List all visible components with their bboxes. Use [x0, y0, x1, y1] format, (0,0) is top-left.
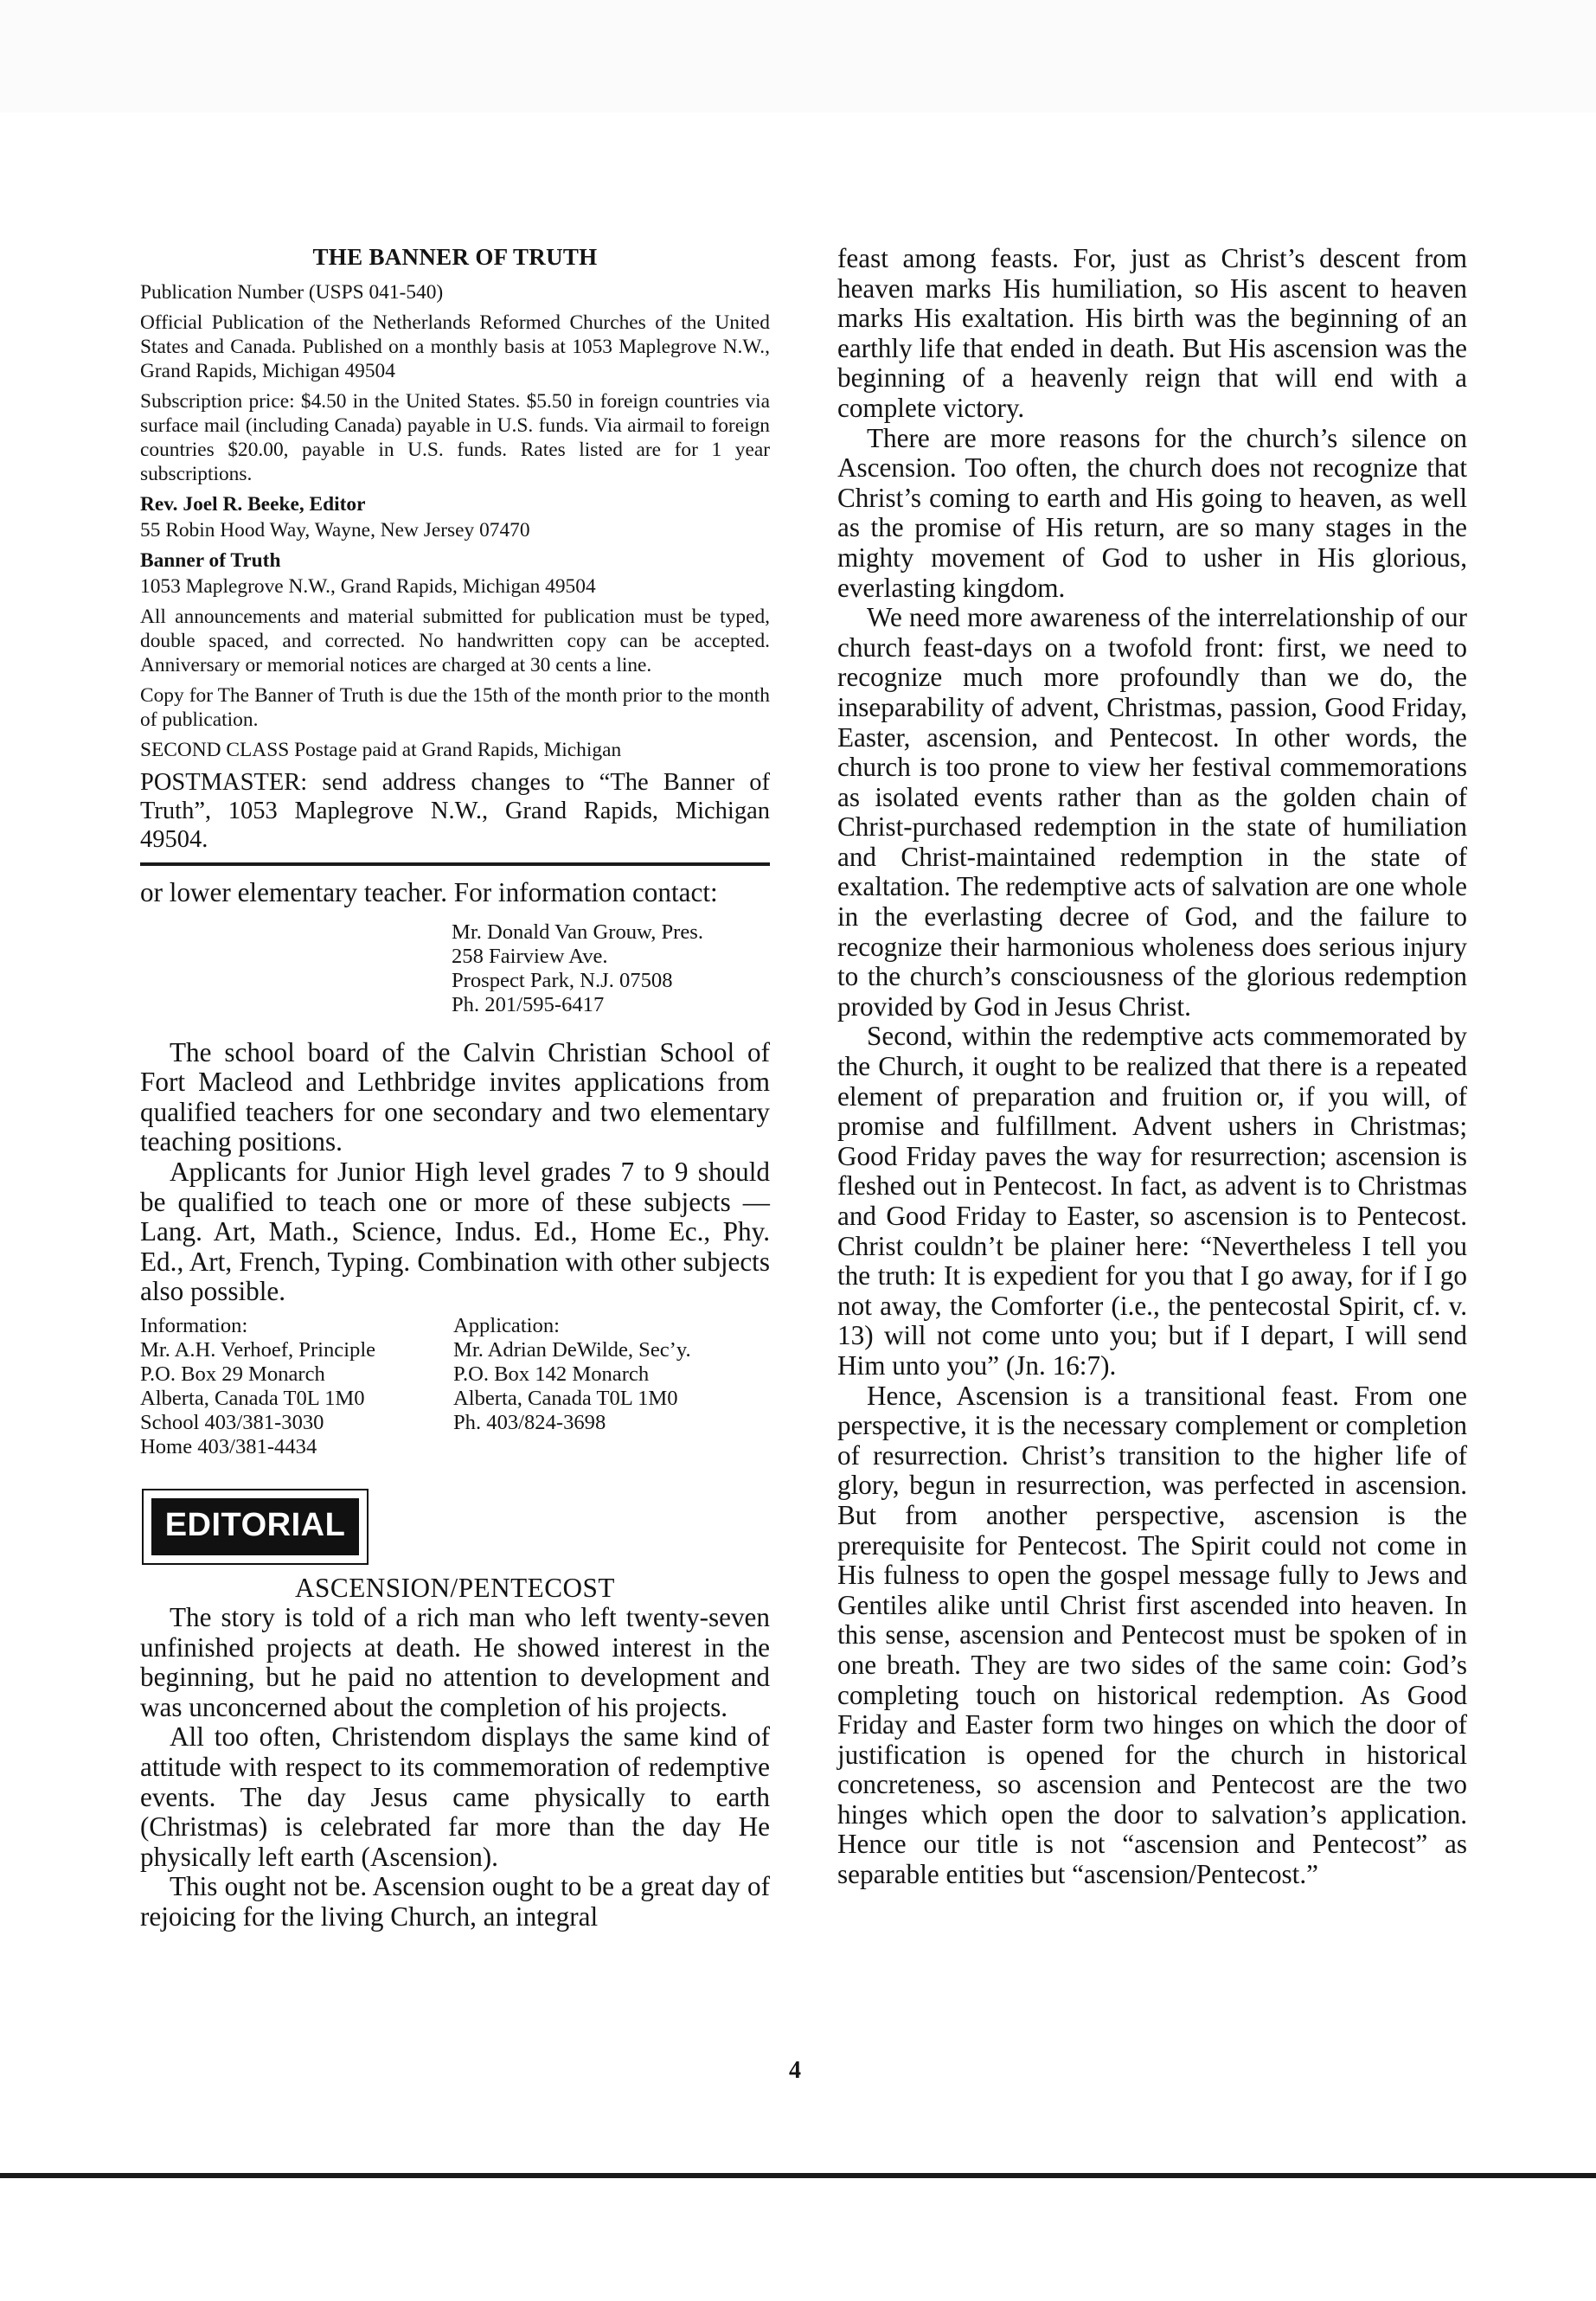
masthead — [140, 244, 770, 854]
scan-bottom-edge — [0, 2173, 1596, 2178]
ad1-contact — [452, 920, 770, 1017]
postmaster-notice: POSTMASTER: send address changes to “The Banner of Truth”, 1053 Maplegrove N.W., Grand Rapids, Michigan 49504. — [140, 769, 770, 853]
info-line: School 403/381-3030 — [140, 1410, 324, 1434]
contact-line: Prospect Park, N.J. 07508 — [452, 968, 673, 992]
publication-number: Publication Number (USPS 041-540) — [140, 281, 444, 304]
editorial-paragraph: The story is told of a rich man who left twenty-seven unfinished projects at death. He showed interest in the beginning, but he paid no attention to development and was unconcerned about the completion of his projects. — [140, 1601, 770, 1722]
app-line: Ph. 403/824-3698 — [453, 1410, 606, 1434]
editor-name: Rev. Joel R. Beeke, Editor — [140, 493, 366, 516]
info-line: Home 403/381-4434 — [140, 1434, 317, 1458]
masthead-divider — [140, 862, 770, 866]
masthead-title: THE BANNER OF TRUTH — [312, 244, 598, 270]
editorial-paragraph: We need more awareness of the interrelationship of our church feast-days on a twofold front: first, we need to recognize much more profoundly than we do, the inseparability of advent, Christmas, passion, Good Friday, Easter, ascension, and Pentecost. In other words, the church is too prone to view her festival commemorations as isolated events rather than as the golden chain of Christ-purchased redemption in the state of humiliation and Christ-maintained redemption in the state of exaltation. The redemptive acts of salvation are one whole in the everlasting decree of God, and the failure to recognize their harmonious wholeness does serious injury to the church’s consciousness of the glorious redemption provided by God in Jesus Christ. — [837, 602, 1467, 1022]
subscription-price: Subscription price: $4.50 in the United States. $5.50 in foreign countries via surface mail (including Canada) payable in U.S. funds. Via airmail to foreign countries $20.00, payable in U.S. funds. Rates listed are for 1 year subscriptions. — [140, 390, 770, 485]
copy-due-notice: Copy for The Banner of Truth is due the 15th of the month prior to the month of publication. — [140, 684, 770, 731]
announcements-notice: All announcements and material submitted for publication must be typed, double spaced, and corrected. No handwritten copy can be accepted. Anniversary or memorial notices are charged at 30 cents a line. — [140, 606, 770, 676]
editorial-badge — [142, 1489, 369, 1565]
right-column — [837, 244, 1467, 1890]
app-label: Application: — [453, 1313, 560, 1337]
ad1-text: or lower elementary teacher. For information contact: — [140, 877, 718, 907]
editor-address: 55 Robin Hood Way, Wayne, New Jersey 07470 — [140, 519, 530, 542]
office-address: 1053 Maplegrove N.W., Grand Rapids, Michigan 49504 — [140, 575, 596, 598]
page-number: 4 — [789, 2057, 801, 2084]
app-line: Alberta, Canada T0L 1M0 — [453, 1386, 678, 1410]
editorial-paragraph: There are more reasons for the church’s silence on Ascension. Too often, the church does not recognize that Christ’s coming to earth and His going to heaven, as well as the promise of His return, are so many stages in the mighty movement of God to usher in His glorious, everlasting kingdom. — [837, 422, 1467, 603]
app-line: Mr. Adrian DeWilde, Sec’y. — [453, 1337, 691, 1362]
editorial-paragraph: This ought not be. Ascension ought to be a great day of rejoicing for the living Church, an integral — [140, 1871, 770, 1932]
official-publication: Official Publication of the Netherlands Reformed Churches of the United States and Canada. Published on a monthly basis at 1053 Maplegrove N.W., Grand Rapids, Michigan 49504 — [140, 311, 770, 382]
editorial-paragraph: All too often, Christendom displays the same kind of attitude with respect to its commemoration of redemptive events. The day Jesus came physically to earth (Christmas) is celebrated far more than the day He physically left earth (Ascension). — [140, 1721, 770, 1872]
office-name: Banner of Truth — [140, 549, 281, 572]
editorial-badge-label: EDITORIAL — [151, 1498, 359, 1555]
ad2-addresses — [140, 1314, 770, 1459]
editorial-heading: ASCENSION/PENTECOST — [295, 1572, 615, 1603]
editorial-paragraph: Hence, Ascension is a transitional feast. From one perspective, it is the necessary complement or completion of resurrection. Christ’s transition to the higher life of glory, begun in resurrection, was perfected in ascension. But from another perspective, ascension is the prerequisite for Pentecost. The Spirit could not come in His fulness to open the gospel message fully to Jews and Gentiles alike until Christ first ascended into heaven. In this sense, ascension and Pentecost must be spoken of in one breath. They are two sides of the same coin: God’s completing touch on historical redemption. As Good Friday and Easter form two hinges on which the door of justification is opened for the church in historical concreteness, so ascension and Pentecost are the two hinges which open the door to salvation’s application. Hence our title is not “ascension and Pentecost” as separable entities but “ascension/Pentecost.” — [837, 1380, 1467, 1890]
left-column — [140, 244, 770, 1932]
info-line: Mr. A.H. Verhoef, Principle — [140, 1337, 376, 1362]
info-label: Information: — [140, 1313, 248, 1337]
second-class-notice: SECOND CLASS Postage paid at Grand Rapids, Michigan — [140, 739, 622, 761]
editorial-paragraph: feast among feasts. For, just as Christ’s descent from heaven marks His humiliation, so His ascent to heaven marks His exaltation. His birth was the beginning of an earthly life that ended in death. But His ascension was the beginning of a heavenly reign that will end with a complete victory. — [837, 243, 1467, 423]
contact-line: Mr. Donald Van Grouw, Pres. — [452, 920, 704, 944]
info-line: Alberta, Canada T0L 1M0 — [140, 1386, 365, 1410]
scan-top-margin — [0, 0, 1596, 112]
ad2-paragraph-1: The school board of the Calvin Christian School of Fort Macleod and Lethbridge invites applications from qualified teachers for one secondary and two elementary teaching positions. — [140, 1036, 770, 1157]
app-line: P.O. Box 142 Monarch — [453, 1362, 650, 1386]
contact-line: 258 Fairview Ave. — [452, 944, 608, 968]
info-line: P.O. Box 29 Monarch — [140, 1362, 325, 1386]
contact-line: Ph. 201/595-6417 — [452, 992, 605, 1016]
ad2-paragraph-2: Applicants for Junior High level grades 7 to 9 should be qualified to teach one or more of these subjects — Lang. Art, Math., Science, Indus. Ed., Home Ec., Phy. Ed., Art, French, Typing. Combination with other subjects also possible. — [140, 1156, 770, 1307]
editorial-paragraph: Second, within the redemptive acts commemorated by the Church, it ought to be realized that there is a repeated element of preparation and fruition or, if you will, of promise and fulfillment. Advent ushers in Christmas; Good Friday paves the way for resurrection; ascension is fleshed out in Pentecost. In fact, as advent is to Christmas and Good Friday to Easter, so ascension is to Pentecost. Christ couldn’t be plainer here: “Nevertheless I tell you the truth: It is expedient for you that I go away, for if I go not away, the Comforter (i.e., the pentecostal Spirit, cf. v. 13) will not come unto you; but if I depart, I will send Him unto you” (Jn. 16:7). — [837, 1021, 1467, 1381]
